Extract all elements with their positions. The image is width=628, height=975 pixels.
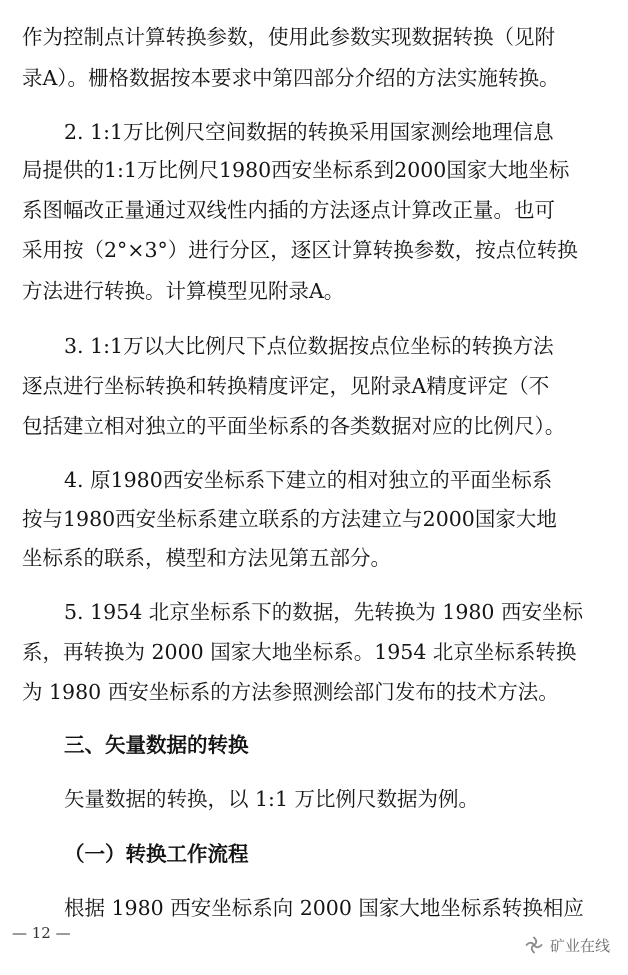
body-text-line: 采用按（2°×3°）进行分区，逐区计算转换参数，按点位转换 — [22, 238, 578, 262]
body-text-line: 录A）。栅格数据按本要求中第四部分介绍的方法实施转换。 — [22, 66, 560, 90]
body-text-line: 系图幅改正量通过双线性内插的方法逐点计算改正量。也可 — [22, 198, 555, 222]
watermark-text: 矿业在线 — [549, 936, 610, 955]
body-text-line: 系，再转换为 2000 国家大地坐标系。1954 北京坐标系转换 — [22, 640, 577, 664]
body-text-line: 坐标系的联系，模型和方法见第五部分。 — [22, 546, 391, 570]
section-intro-line: 矢量数据的转换，以 1:1 万比例尺数据为例。 — [64, 787, 480, 811]
body-text-line: 为 1980 西安坐标系的方法参照测绘部门发布的技术方法。 — [22, 680, 559, 704]
paragraph-5-first-line: 5. 1954 北京坐标系下的数据，先转换为 1980 西安坐标 — [64, 600, 583, 624]
wechat-channel-icon — [524, 935, 544, 955]
subsection-heading: （一）转换工作流程 — [64, 842, 249, 866]
body-text-line: 作为控制点计算转换参数，使用此参数实现数据转换（见附 — [22, 25, 555, 49]
page-number: — 12 — — [12, 924, 71, 942]
paragraph-3-first-line: 3. 1:1万以大比例尺下点位数据按点位坐标的转换方法 — [64, 334, 554, 358]
body-text-line: 局提供的1:1万比例尺1980西安坐标系到2000国家大地坐标 — [22, 158, 570, 182]
watermark — [524, 933, 610, 957]
body-text-line: 包括建立相对独立的平面坐标系的各类数据对应的比例尺）。 — [22, 414, 566, 438]
paragraph-2-first-line: 2. 1:1万比例尺空间数据的转换采用国家测绘地理信息 — [64, 120, 554, 144]
body-text-line: 逐点进行坐标转换和转换精度评定，见附录A精度评定（不 — [22, 374, 550, 398]
paragraph-4-first-line: 4. 原1980西安坐标系下建立的相对独立的平面坐标系 — [64, 468, 553, 492]
body-text-line: 方法进行转换。计算模型见附录A。 — [22, 279, 345, 303]
section-heading: 三、矢量数据的转换 — [64, 733, 249, 757]
body-text-line: 根据 1980 西安坐标系向 2000 国家大地坐标系转换相应 — [64, 896, 584, 920]
body-text-line: 按与1980西安坐标系建立联系的方法建立与2000国家大地 — [22, 507, 557, 531]
